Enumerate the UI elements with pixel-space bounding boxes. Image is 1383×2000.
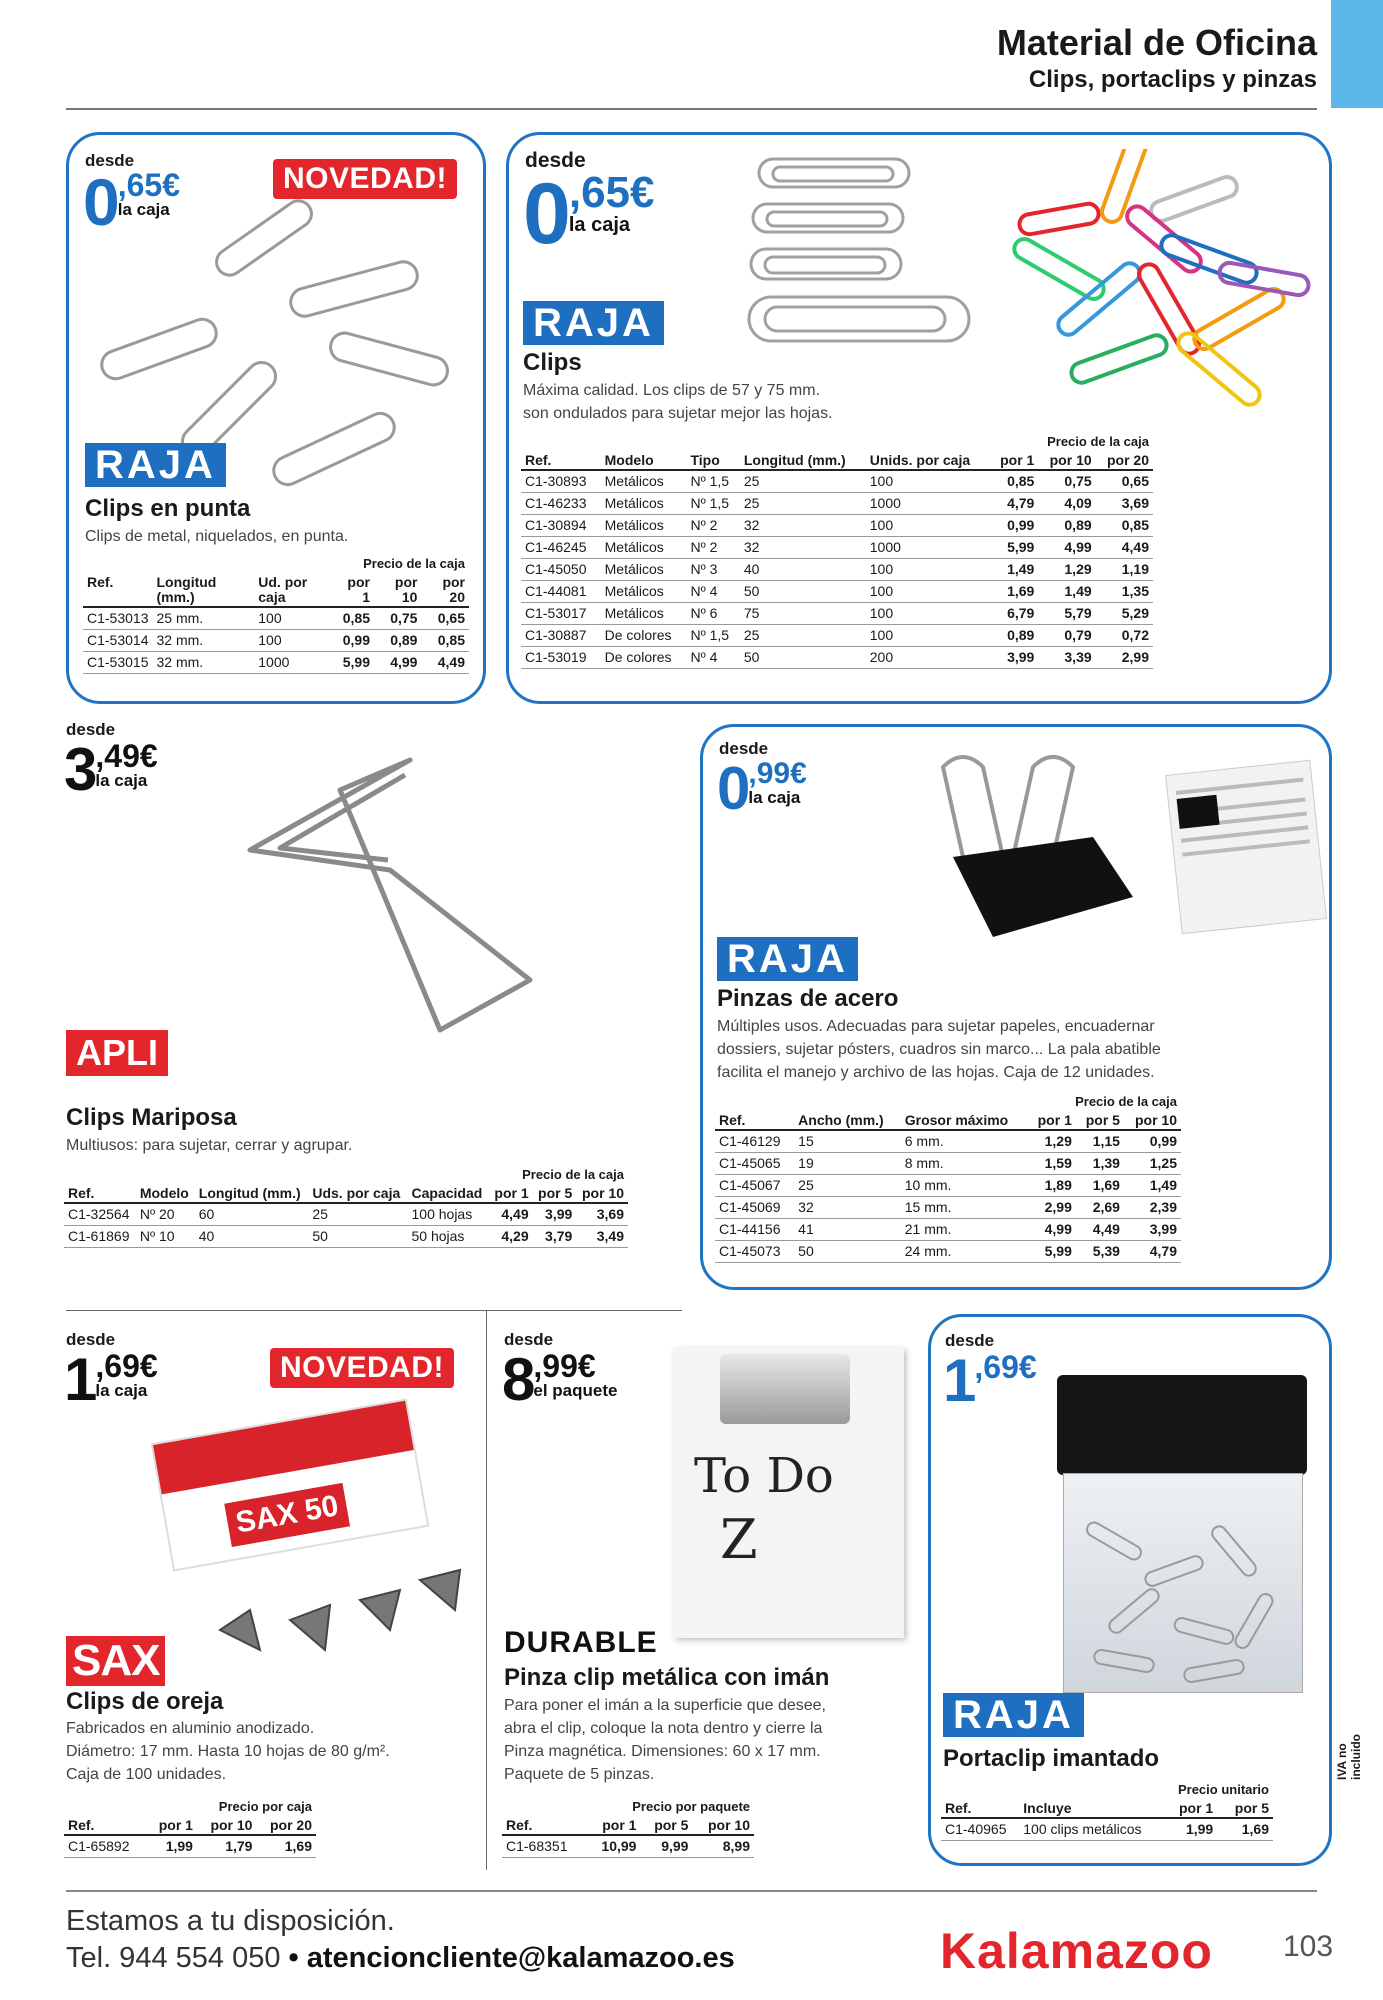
binder-clip-image [923, 747, 1143, 947]
table-row: C1-45050 Metálicos Nº 3 40 100 1,49 1,29 1,19 [521, 559, 1153, 581]
product-description-1: Para poner el imán a la superficie que desee, [504, 1697, 826, 1714]
table-row: C1-53015 32 mm. 1000 5,99 4,99 4,49 [83, 652, 469, 674]
novedad-badge: NOVEDAD! [270, 1348, 454, 1388]
product-panel-pinzas [700, 724, 1332, 1290]
table-row: C1-44156 41 21 mm. 4,99 4,49 3,99 [715, 1219, 1181, 1241]
section-tab [1331, 0, 1383, 108]
product-description-2: Diámetro: 17 mm. Hasta 10 hojas de 80 g/m². [66, 1743, 390, 1760]
product-description-1: Múltiples usos. Adecuadas para sujetar papeles, encuadernar [717, 1018, 1155, 1035]
product-panel-portaclip [928, 1314, 1332, 1866]
table-row: C1-45073 50 24 mm. 5,99 5,39 4,79 [715, 1241, 1181, 1263]
table-row: C1-46129 15 6 mm. 1,29 1,15 0,99 [715, 1130, 1181, 1153]
price-table: Precio unitario Ref. Incluye por 1 por 5 C1-40965 100 clips metálicos 1,99 1,69 [941, 1779, 1273, 1841]
brand-logo-raja: RAJA [943, 1693, 1084, 1737]
table-row: C1-68351 10,99 9,99 8,99 [502, 1835, 754, 1858]
brand-logo-apli: APLI [66, 1030, 168, 1076]
table-row: C1-46245 Metálicos Nº 2 32 1000 5,99 4,99 4,49 [521, 537, 1153, 559]
product-description-2: dossiers, sujetar pósters, cuadros sin marco... La pala abatible [717, 1041, 1161, 1058]
table-row: C1-30893 Metálicos Nº 1,5 25 100 0,85 0,75 0,65 [521, 470, 1153, 493]
butterfly-clip-image [240, 750, 550, 1040]
price: 8 ,99€ el paquete [502, 1346, 618, 1413]
table-row: C1-30894 Metálicos Nº 2 32 100 0,99 0,89 0,85 [521, 515, 1153, 537]
product-description: Multiusos: para sujetar, cerrar y agrupar. [66, 1137, 353, 1154]
dispenser-lid [1057, 1375, 1307, 1475]
document-with-clip-image [1165, 760, 1327, 934]
kalamazoo-logo: Kalamazoo [940, 1923, 1213, 1979]
brand-logo-raja: RAJA [85, 443, 226, 487]
table-row: C1-53017 Metálicos Nº 6 75 100 6,79 5,79 5,29 [521, 603, 1153, 625]
product-description: Clips de metal, niquelados, en punta. [85, 528, 349, 545]
iva-note: IVA no incluido [1335, 1734, 1363, 1780]
table-row: C1-53013 25 mm. 100 0,85 0,75 0,65 [83, 607, 469, 630]
brand-logo-raja: RAJA [717, 937, 858, 981]
colored-clips-image [1009, 149, 1319, 409]
price: 0 ,65€ la caja [523, 166, 655, 262]
product-panel-clips [506, 132, 1332, 704]
product-description-3: Pinza magnética. Dimensiones: 60 x 17 mm. [504, 1743, 821, 1760]
brand-logo-sax: SAX [66, 1636, 165, 1686]
product-title: Clips Mariposa [66, 1104, 237, 1131]
desde-label: desde [504, 1330, 554, 1349]
desde-label: desde [719, 739, 769, 758]
product-description-3: facilita el manejo y archivo de las hojas. Caja de 12 unidades. [717, 1064, 1155, 1081]
table-row: C1-53014 32 mm. 100 0,99 0,89 0,85 [83, 630, 469, 652]
product-description-2: abra el clip, coloque la nota dentro y cierre la [504, 1720, 823, 1737]
price: 1 ,69€ [943, 1347, 1037, 1414]
product-description-3: Caja de 100 unidades. [66, 1766, 227, 1783]
desde-label: desde [85, 151, 135, 170]
section-divider [66, 1310, 682, 1311]
product-title: Pinza clip metálica con imán [504, 1664, 830, 1691]
magnetic-clip [720, 1354, 850, 1424]
product-description-1: Fabricados en aluminio anodizado. [66, 1720, 315, 1737]
brand-logo-durable: DURABLE [504, 1626, 658, 1659]
price-table: Precio de la caja Ref. Longitud (mm.) Ud. por caja por 1 por 10 por 20 C1-53013 25 mm. 100 0,85 0,75 0,65 C1-53014 32 mm. 100 0,99 0,89 0,85 C1-53015 32 mm. 1000 5,99 4,99 4,49 [83, 553, 469, 674]
table-row: C1-45065 19 8 mm. 1,59 1,39 1,25 [715, 1153, 1181, 1175]
table-row: C1-32564 Nº 20 60 25 100 hojas 4,49 3,99 3,69 [64, 1203, 628, 1226]
table-row: C1-30887 De colores Nº 1,5 25 100 0,89 0,79 0,72 [521, 625, 1153, 647]
product-title: Portaclip imantado [943, 1745, 1160, 1772]
desde-label: desde [525, 149, 586, 172]
table-row: C1-45067 25 10 mm. 1,89 1,69 1,49 [715, 1175, 1181, 1197]
sax-box-image: SAX 50 [151, 1398, 430, 1571]
table-row: C1-46233 Metálicos Nº 1,5 25 1000 4,79 4,09 3,69 [521, 493, 1153, 515]
desde-label: desde [945, 1331, 995, 1350]
table-row: C1-45069 32 15 mm. 2,99 2,69 2,39 [715, 1197, 1181, 1219]
price-table: Precio de la caja Ref. Modelo Tipo Longitud (mm.) Unids. por caja por 1 por 10 por 20 C1-30893 Metálicos Nº 1,5 25 100 0,85 0,75 0,65 C1-46233 Metálicos Nº 1,5 25 1000 4,79 4,09 3,69 C1-30894 Metálicos Nº 2 32 100 0,99 0,89 0,85 C1-46245 Metálicos Nº 2 32 1000 5,99 4,99 4,49 C1-45050 Metálicos Nº 3 40 100 1,49 1,29 1,19 C1-44081 Metálicos Nº 4 50 100 1,69 1,49 1,35 C1-53017 Metálicos Nº 6 75 100 6,79 5,79 5,29 C1-30887 De colores Nº 1,5 25 100 0,89 0,79 0,72 C1-53019 De colores Nº 4 50 200 3,99 3,39 2,99 [521, 431, 1153, 669]
footer-phone: Tel. 944 554 050 [66, 1942, 281, 1974]
price: 3 ,49€ la caja [64, 736, 158, 803]
price: 0 ,99€ la caja [717, 755, 807, 822]
footer-bullet: • [288, 1942, 299, 1974]
table-row: C1-65892 1,99 1,79 1,69 [64, 1835, 316, 1858]
page-subtitle: Clips, portaclips y pinzas [1028, 66, 1317, 93]
product-description-4: Paquete de 5 pinzas. [504, 1766, 655, 1783]
product-title: Clips de oreja [66, 1688, 224, 1715]
header-divider [66, 108, 1317, 110]
price-table: Precio por caja Ref. por 1 por 10 por 20 C1-65892 1,99 1,79 1,69 [64, 1796, 316, 1858]
clip-dispenser-image [1063, 1473, 1303, 1693]
desde-label: desde [66, 1330, 116, 1349]
product-panel-clips-punta [66, 132, 486, 704]
footer-email[interactable]: atencioncliente@kalamazoo.es [306, 1942, 735, 1974]
silver-clips-image [739, 149, 979, 359]
novedad-badge: NOVEDAD! [273, 159, 457, 199]
product-title: Clips en punta [85, 495, 251, 522]
price-table: Precio por paquete Ref. por 1 por 5 por 10 C1-68351 10,99 9,99 8,99 [502, 1796, 754, 1858]
desde-label: desde [66, 720, 116, 739]
ear-clips-image [200, 1560, 470, 1670]
table-row: C1-53019 De colores Nº 4 50 200 3,99 3,39 2,99 [521, 647, 1153, 669]
table-row: C1-40965 100 clips metálicos 1,99 1,69 [941, 1818, 1273, 1841]
footer-contact [66, 1942, 735, 1975]
memo-note-image: To Do Z [674, 1348, 904, 1638]
price-table: Precio de la caja Ref. Modelo Longitud (mm.) Uds. por caja Capacidad por 1 por 5 por 10 C1-32564 Nº 20 60 25 100 hojas 4,49 3,99 3,69 C1-61869 Nº 10 40 50 50 hojas 4,29 3,79 3,49 [64, 1164, 628, 1248]
product-description-2: son ondulados para sujetar mejor las hojas. [523, 405, 833, 422]
footer-availability: Estamos a tu disposición. [66, 1905, 395, 1937]
page-number: 103 [1283, 1930, 1334, 1963]
table-row: C1-61869 Nº 10 40 50 50 hojas 4,29 3,79 3,49 [64, 1226, 628, 1248]
price: 1 ,69€ la caja [64, 1346, 158, 1413]
table-row: C1-44081 Metálicos Nº 4 50 100 1,69 1,49 1,35 [521, 581, 1153, 603]
footer-divider [66, 1890, 1317, 1892]
product-description-1: Máxima calidad. Los clips de 57 y 75 mm. [523, 382, 821, 399]
product-title: Pinzas de acero [717, 985, 899, 1012]
column-divider [486, 1310, 487, 1870]
brand-logo-raja: RAJA [523, 301, 664, 345]
price: 0 ,65€ la caja [83, 165, 180, 239]
product-title: Clips [523, 349, 582, 376]
page-title: Material de Oficina [996, 22, 1317, 63]
price-table: Precio de la caja Ref. Ancho (mm.) Grosor máximo por 1 por 5 por 10 C1-46129 15 6 mm. 1,29 1,15 0,99 C1-45065 19 8 mm. 1,59 1,39 1,25 C1-45067 25 10 mm. 1,89 1,69 1,49 C1-45069 32 15 mm. 2,99 2,69 2,39 C1-44156 41 21 mm. 4,99 4,49 3,99 C1-45073 50 24 mm. 5,99 5,39 4,79 [715, 1091, 1181, 1263]
